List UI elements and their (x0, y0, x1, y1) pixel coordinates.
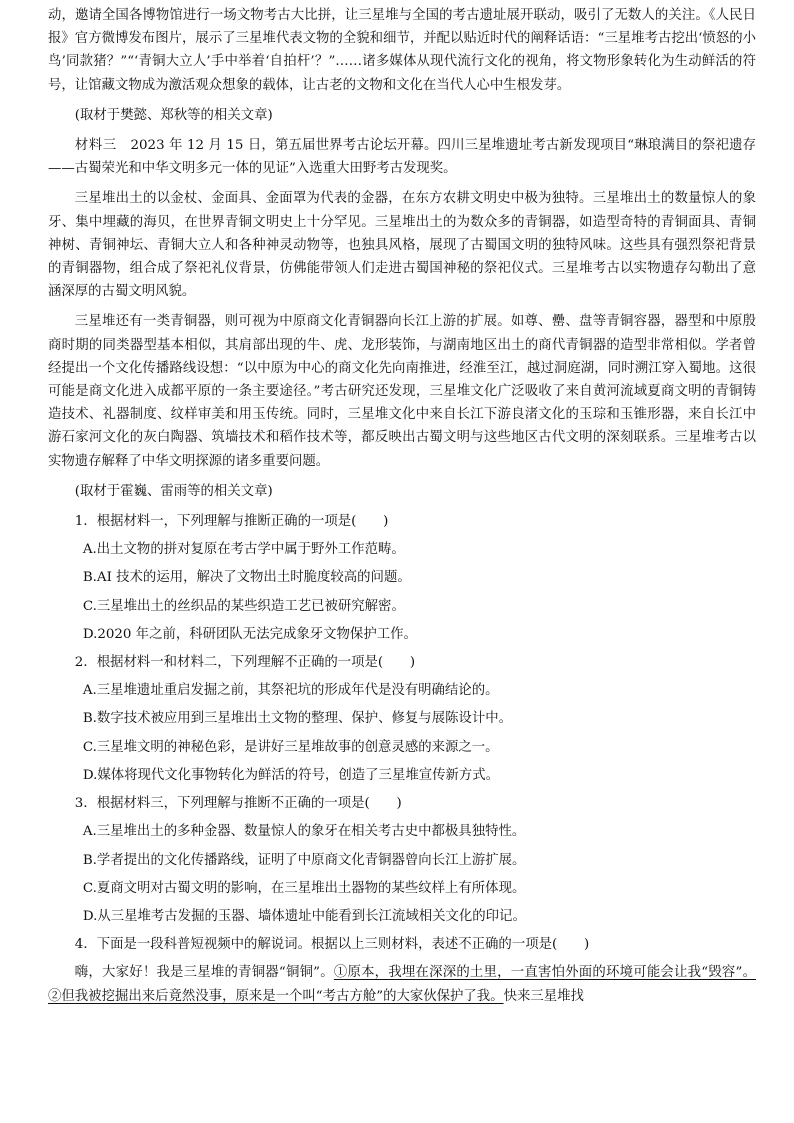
option-c: C.三星堆出土的丝织品的某些织造工艺已被研究解密。 (82, 598, 405, 614)
option-c: C.夏商文明对古蜀文明的影响，在三星堆出土器物的某些纹样上有所体现。 (82, 880, 526, 896)
question-2 (48, 651, 756, 787)
option-d: D.2020 年之前，科研团队无法完成象牙文物保护工作。 (82, 626, 417, 642)
option-a: A.出土文物的拼对复原在考古学中属于野外工作范畴。 (82, 542, 405, 558)
question-3 (48, 792, 756, 928)
material-3-paragraph-2: 三星堆还有一类青铜器，则可视为中原商文化青铜器向长江上游的扩展。如尊、罍、盘等青铜容器，器型和中原殷商时期的同类器型基本相似，其肩部出现的牛、虎、龙形装饰，与湖南地区出土的商代青铜器的造型非常相似。学者曾经提出一个文化传播路线设想：“以中原为中心的商文化先向南推进，经淮至江，越过洞庭湖，同时溯江穿入蜀地。这很可能是商文化进入成都平原的一条主要途径。”考古研究还发现，三星堆文化广泛吸收了来自黄河流域夏商文明的青铜铸造技术、礼器制度、纹样审美和用玉传统。同时，三星堆文化中来自长江下游良渚文化的玉琮和玉锥形器，来自长江中游石家河文化的灰白陶器、筑墙技术和稻作技术等，都反映出古蜀文明与这些地区古代文明的深刻联系。三星堆考古以实物遗存解释了中华文明探源的诸多重要问题。 (48, 314, 756, 469)
script-sentence-1: ①原本，我埋在深深的土里，一直害怕外面的环境可能会让我“毁容”。 (333, 965, 756, 981)
option-a: A.三星堆遗址重启发掘之前，其祭祀坑的形成年代是没有明确结论的。 (82, 683, 499, 699)
script-sentence-2: ②但我被挖掘出来后竟然没事，原来是一个叫“考古方舱”的大家伙保护了我。 (48, 988, 504, 1004)
material-2-ending-paragraph: 动，邀请全国各博物馆进行一场文物考古大比拼，让三星堆与全国的考古遗址展开联动，吸引了无数人的关注。《人民日报》官方微博发布图片，展示了三星堆代表文物的全貌和细节，并配以贴近时代的阐释话语：“三星堆考古挖出‘愤怒的小鸟’同款猪？”“‘青铜大立人’手中举着‘自拍杆’？”……诸多媒体从现代流行文化的视角，将文物形象转化为生动鲜活的符号，让馆藏文物成为激活观众想象的载体，让古老的文物和文化在当代人心中生根发芽。 (48, 8, 756, 93)
option-b: B.数字技术被应用到三星堆出土文物的整理、保护、修复与展陈设计中。 (82, 711, 513, 727)
option-d: D.媒体将现代文化事物转化为鲜活的符号，创造了三星堆宣传新方式。 (82, 767, 500, 783)
question-stem: 3．根据材料三，下列理解与推断不正确的一项是( ) (74, 796, 402, 812)
material-3-intro-text: 2023 年 12 月 15 日，第五届世界考古论坛开幕。四川三星堆遗址考古新发现项目“琳琅满目的祭祀遗存——古蜀荣光和中华文明多元一体的见证”入选重大田野考古发现奖。 (48, 138, 757, 177)
material-3-intro (48, 134, 756, 180)
material-3-label: 材料三 (74, 138, 117, 154)
question-stem: 4．下面是一段科普短视频中的解说词。根据以上三则材料，表述不正确的一项是( ) (74, 937, 590, 953)
option-d: D.从三星堆考古发掘的玉器、墙体遗址中能看到长江流域相关文化的印记。 (82, 908, 526, 924)
option-c: C.三星堆文明的神秘色彩，是讲好三星堆故事的创意灵感的来源之一。 (82, 739, 499, 755)
question-stem: 1．根据材料一，下列理解与推断正确的一项是( ) (74, 514, 389, 530)
option-a: A.三星堆出土的多种金器、数量惊人的象牙在相关考古史中都极具独特性。 (82, 824, 526, 840)
script-tail: 快来三星堆找 (503, 988, 584, 1004)
source-note-1: (取材于樊懿、郑秋等的相关文章) (74, 107, 273, 123)
source-note-2: (取材于霍巍、雷雨等的相关文章) (74, 483, 273, 499)
video-script-paragraph (48, 961, 756, 1007)
script-lead: 嗨，大家好！我是三星堆的青铜器“铜铜”。 (74, 965, 334, 981)
question-4 (48, 933, 756, 956)
question-stem: 2．根据材料一和材料二，下列理解不正确的一项是( ) (74, 655, 416, 671)
option-b: B.AI 技术的运用，解决了文物出土时脆度较高的问题。 (82, 570, 411, 586)
material-3-paragraph-1: 三星堆出土的以金杖、金面具、金面罩为代表的金器，在东方农耕文明史中极为独特。三星堆出土的数量惊人的象牙、集中埋藏的海贝，在世界青铜文明史上十分罕见。三星堆出土的为数众多的青铜器，如造型奇特的青铜面具、青铜神树、青铜神坛、青铜大立人和各种神灵动物等，也独具风格，展现了古蜀国文明的独特风味。这些具有强烈祭祀背景的青铜器物，组合成了祭祀礼仪背景，仿佛能带领人们走进古蜀国神秘的祭祀仪式。三星堆考古以实物遗存勾勒出了意涵深厚的古蜀文明风貌。 (48, 191, 756, 300)
question-1 (48, 510, 756, 646)
option-b: B.学者提出的文化传播路线，证明了中原商文化青铜器曾向长江上游扩展。 (82, 852, 526, 868)
